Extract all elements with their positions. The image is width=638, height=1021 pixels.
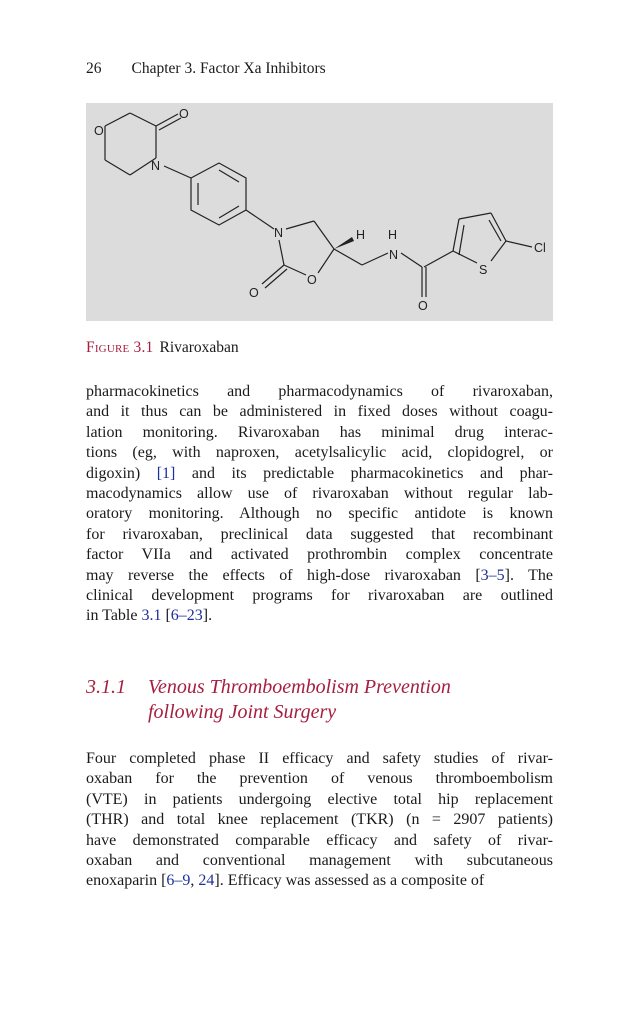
atom-n-morpholine: N — [151, 159, 161, 173]
phenyl-ring — [191, 163, 246, 225]
atom-n-oxazolidinone: N — [274, 226, 284, 240]
atom-h-amide: H — [388, 228, 398, 242]
text-line: tions (eg, with naproxen, acetylsalicylic acid, clopidogrel, or — [86, 444, 553, 462]
atom-o-ring: O — [94, 124, 104, 138]
text-run: ]. — [202, 607, 213, 625]
text-line: have demonstrated comparable efficacy and safety of rivar- — [86, 831, 553, 849]
atom-s-thiophene: S — [479, 263, 488, 277]
bond — [459, 225, 464, 255]
bond — [453, 251, 477, 263]
citation-link[interactable]: [1] — [156, 464, 176, 482]
figure-caption — [86, 339, 239, 357]
bond — [318, 249, 334, 273]
bond — [246, 210, 274, 229]
text-line — [86, 464, 553, 484]
atom-o-ring-oxazolidinone: O — [307, 273, 317, 287]
bond — [286, 221, 314, 229]
text-line: for rivaroxaban, preclinical data suggested that recombinant — [86, 525, 553, 543]
section-title-line-1: Venous Thromboembolism Prevention — [148, 676, 451, 698]
bond — [314, 221, 334, 249]
bond — [105, 113, 130, 126]
text-line: oxaban and conventional management with subcutaneous — [86, 852, 553, 870]
atom-n-amide: N — [389, 248, 399, 262]
bond — [453, 219, 459, 251]
text-run: digoxin) — [86, 464, 157, 482]
body-paragraph-2 — [86, 749, 553, 892]
chemical-structure-svg — [86, 103, 553, 321]
text-run: [ — [161, 607, 171, 625]
bond — [424, 251, 453, 267]
text-line: macodynamics allow use of rivaroxaban without regular lab- — [86, 485, 553, 503]
text-line — [86, 566, 553, 586]
bond — [506, 241, 532, 247]
text-line: oratory monitoring. Although no specific antidote is known — [86, 505, 553, 523]
text-run: ]. The — [504, 566, 553, 584]
bond — [159, 118, 181, 130]
text-run: enoxaparin [ — [86, 872, 167, 890]
text-run: ]. Efficacy was assessed as a composite of — [214, 872, 485, 890]
citation-link[interactable]: 3–5 — [480, 566, 505, 584]
table-link[interactable]: 3.1 — [141, 607, 162, 625]
bond — [401, 253, 422, 267]
text-line: factor VIIa and activated prothrombin complex concentrate — [86, 546, 553, 564]
section-title-line-2: following Joint Surgery — [148, 701, 337, 723]
text-line: Four completed phase II efficacy and safety studies of rivar- — [86, 750, 553, 767]
section-number: 3.1.1 — [86, 676, 126, 698]
stereo-wedge — [334, 237, 354, 249]
figure-caption-label: Figure 3.1 — [86, 339, 154, 356]
text-line — [86, 606, 553, 626]
citation-link[interactable]: 24 — [198, 872, 215, 890]
text-line: oxaban for the prevention of venous thromboembolism — [86, 770, 553, 788]
text-line: (VTE) in patients undergoing elective total hip replacement — [86, 790, 553, 808]
bond — [459, 213, 491, 219]
text-run: in Table — [86, 607, 142, 625]
atom-o-carbonyl-oxazolidinone: O — [249, 286, 259, 300]
citation-link[interactable]: 6–9 — [166, 872, 191, 890]
page-number: 26 — [86, 60, 102, 77]
bond — [362, 253, 388, 265]
text-line: and it thus can be administered in fixed doses without coagu- — [86, 403, 553, 421]
bond — [279, 240, 284, 265]
text-run: and its predictable pharmacokinetics and phar- — [175, 464, 554, 482]
bond — [284, 265, 306, 275]
text-line — [86, 871, 553, 891]
text-run: may reverse the effects of high-dose rivaroxaban [ — [86, 566, 481, 584]
figure-rivaroxaban-structure — [86, 103, 553, 321]
atom-cl: Cl — [534, 241, 546, 255]
bond — [334, 249, 362, 265]
bond — [156, 114, 178, 126]
bond — [164, 166, 191, 178]
text-line: pharmacokinetics and pharmacodynamics of rivaroxaban, — [86, 383, 553, 400]
bond — [489, 220, 501, 241]
bond — [105, 160, 130, 175]
chapter-title: Chapter 3. Factor Xa Inhibitors — [131, 60, 326, 77]
running-head — [86, 60, 326, 78]
citation-link[interactable]: 6–23 — [170, 607, 203, 625]
text-line: (THR) and total knee replacement (TKR) (n = 2907 patients) — [86, 811, 553, 829]
bond — [491, 241, 506, 261]
atom-o-carbonyl-top: O — [179, 107, 189, 121]
section-heading — [86, 675, 556, 725]
text-run: , — [190, 872, 199, 890]
text-line: clinical development programs for rivaroxaban are outlined — [86, 587, 553, 605]
atom-h-stereo: H — [356, 228, 366, 242]
bond — [130, 113, 156, 126]
text-line: lation monitoring. Rivaroxaban has minimal drug interac- — [86, 423, 553, 441]
atom-o-amide: O — [418, 299, 428, 313]
body-paragraph-1 — [86, 382, 553, 627]
figure-caption-text: Rivaroxaban — [159, 339, 239, 356]
